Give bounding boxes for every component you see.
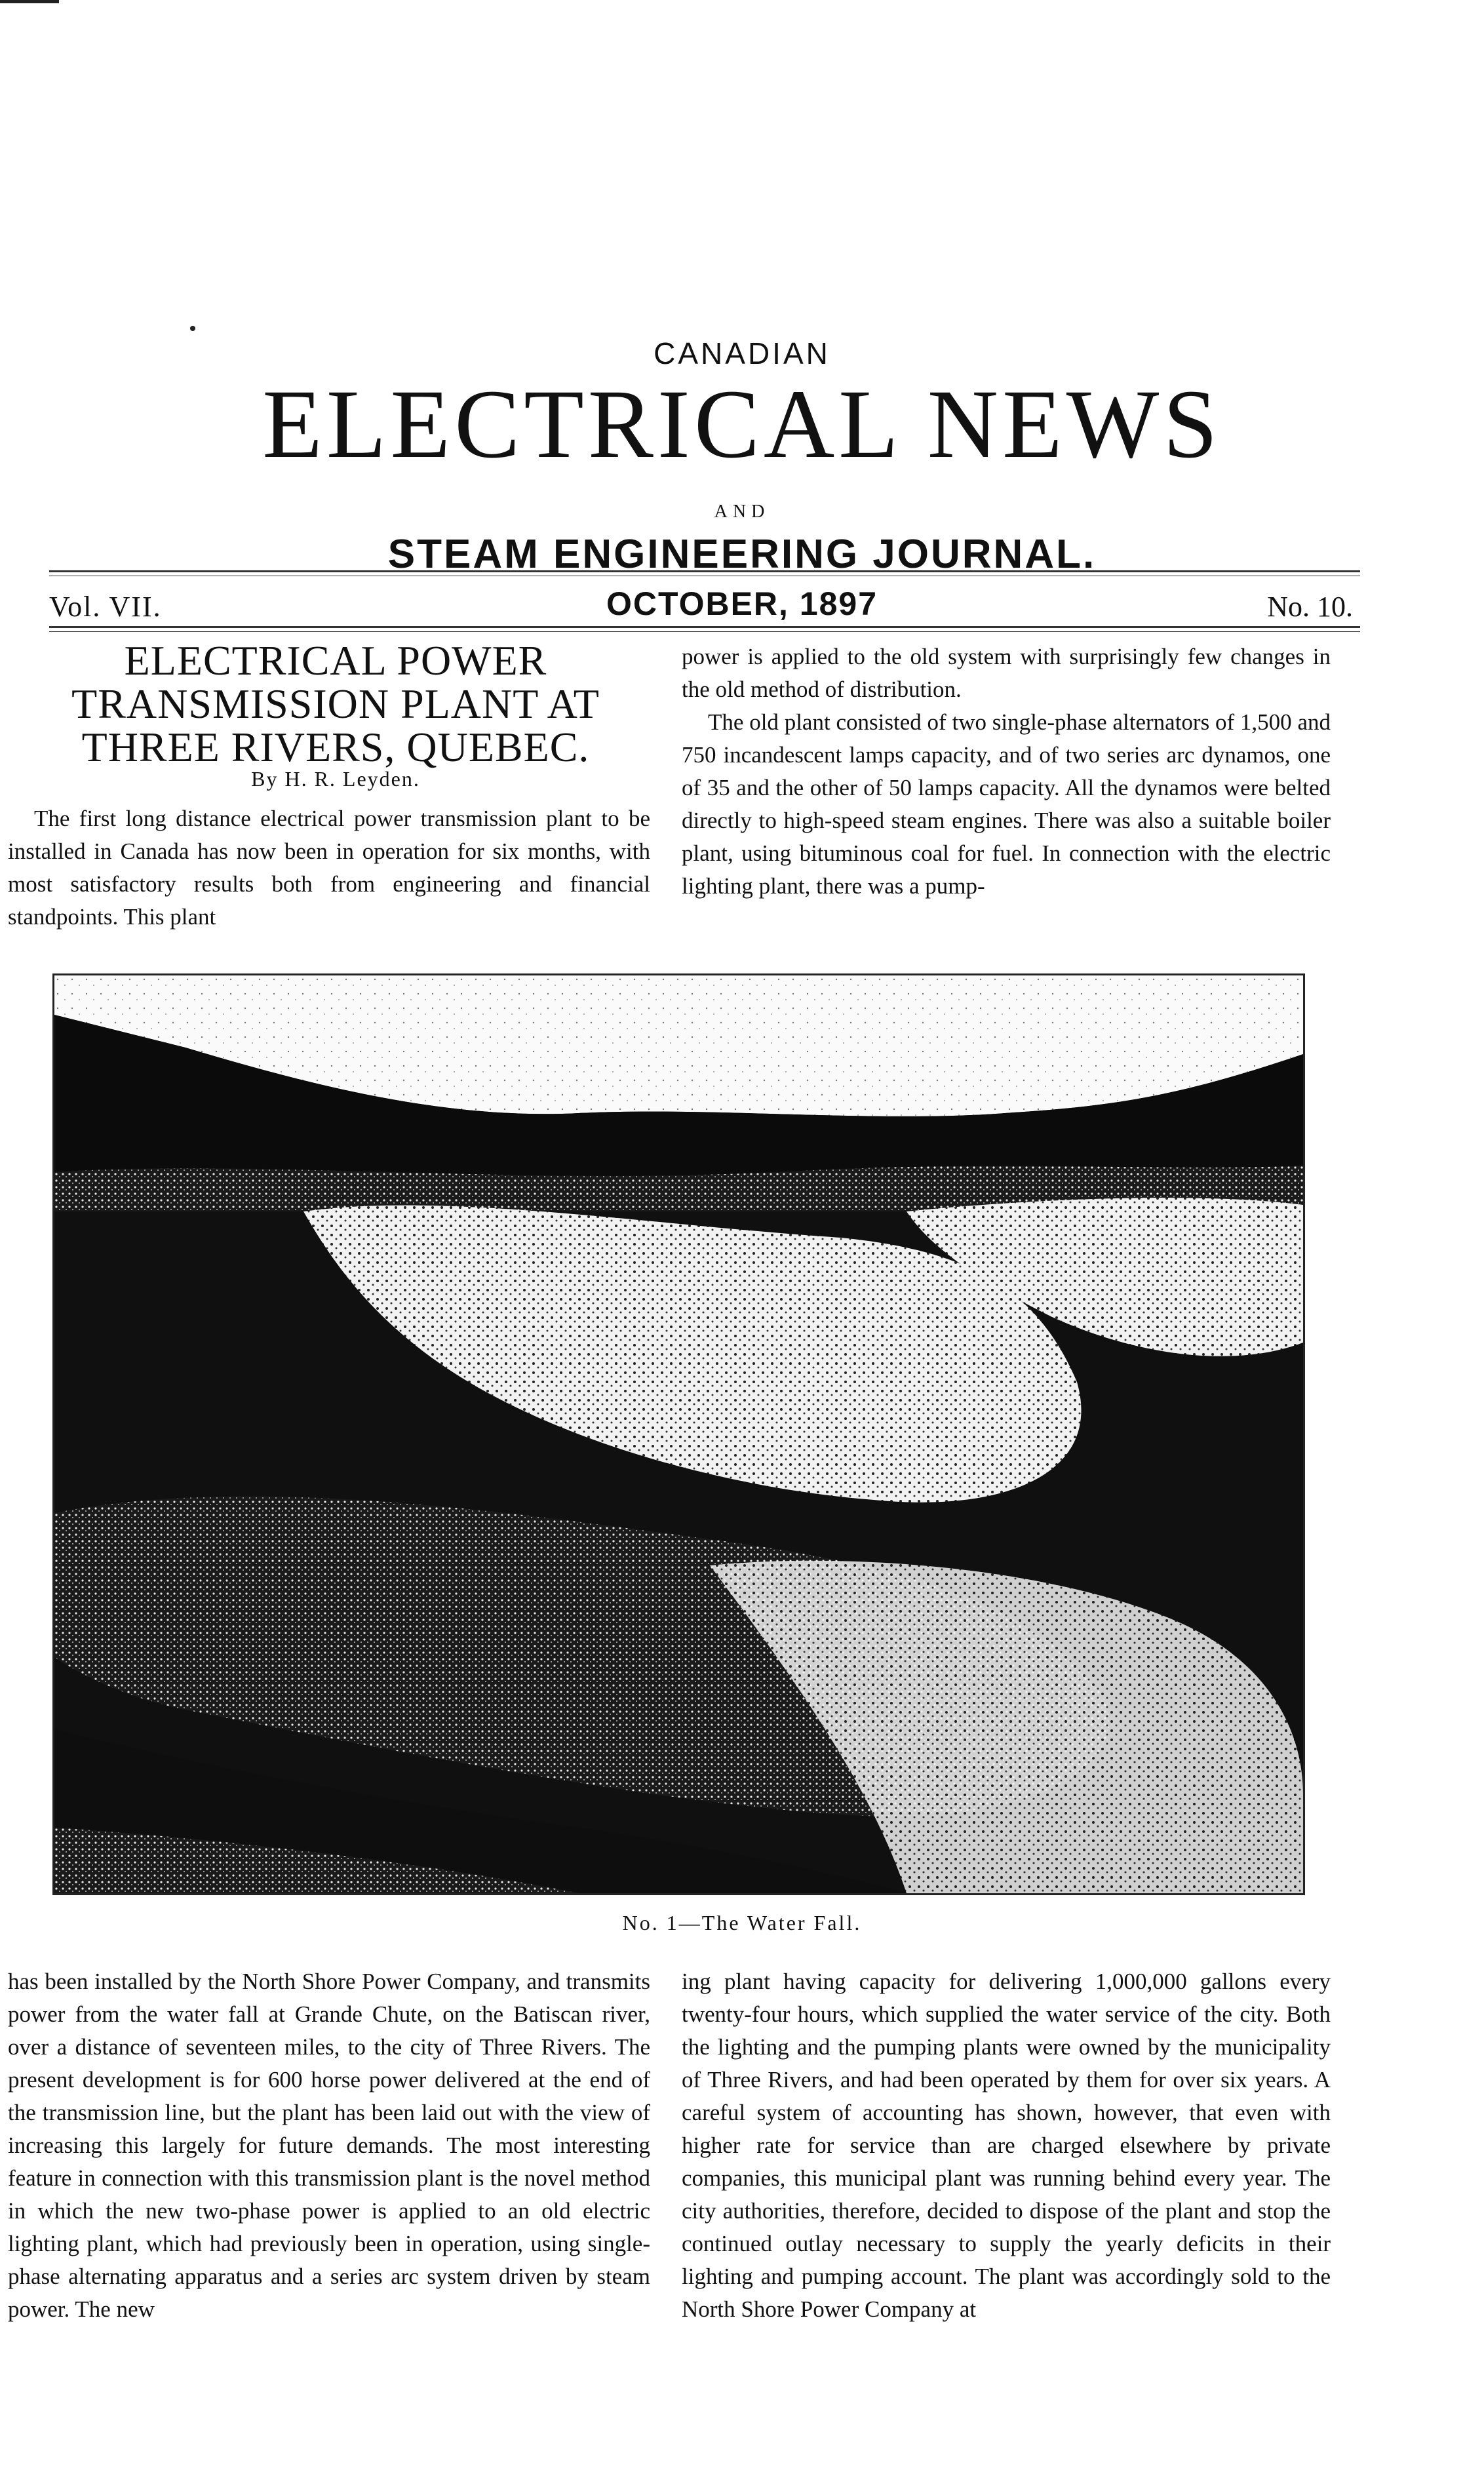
waterfall-photo — [52, 973, 1305, 1895]
paragraph: ing plant having capacity for delivering 1,000,000 gallons every twenty-four hours, which supplied the water service of the city. Both the lighting and the pumping plants were owned by the municipality of Three Rivers, and had been operated by them for over six years. A careful system of accounting has shown, however, that even with higher rate for service than are charged elsewhere by private companies, this municipal plant was running behind every year. The city authorities, therefore, decided to dispose of the plant and stop the continued outlay necessary to supply the yearly deficits in their lighting and pumping account. The plant was accordingly sold to the North Shore Power Company at — [682, 1969, 1331, 2322]
paragraph: power is applied to the old system with surprisingly few changes in the old method of distribution. — [682, 644, 1331, 702]
header-rule-bottom-thin — [49, 631, 1360, 632]
article-title: ELECTRICAL POWER TRANSMISSION PLANT AT THREE RIVERS, QUEBEC. — [71, 637, 600, 770]
masthead-conjunction: AND — [714, 501, 770, 522]
photo-caption: No. 1—The Water Fall. — [622, 1911, 862, 1935]
article-byline: By H. R. Leyden. — [251, 767, 420, 791]
corner-scan-mark — [0, 0, 59, 12]
column-left-bottom — [8, 1965, 650, 2326]
issue-date: OCTOBER, 1897 — [606, 585, 878, 622]
paragraph: The old plant consisted of two single-phase alternators of 1,500 and 750 incandescent lamps capacity, and of two series arc dynamos, one of 35 and the other of 50 lamps capacity. All the dynamos were belted directly to high-speed steam engines. There was also a suitable boiler plant, using bituminous coal for fuel. In connection with the electric lighting plant, there was a pump- — [682, 709, 1331, 899]
header-rule-bottom — [49, 626, 1360, 628]
column-left-top — [8, 802, 650, 933]
column-right-bottom — [682, 1965, 1331, 2326]
masthead-subtitle: STEAM ENGINEERING JOURNAL. — [387, 532, 1097, 577]
masthead-kicker: CANADIAN — [654, 336, 830, 370]
issue-volume: Vol. VII. — [49, 591, 162, 623]
header-rule-top — [49, 570, 1360, 572]
paragraph: The first long distance electrical power transmission plant to be installed in Canada has now been in operation for six months, with most satisfactory results both from engineering and financial standpoints. This plant — [8, 806, 650, 930]
column-right-top — [682, 640, 1331, 903]
masthead-title: ELECTRICAL NEWS — [262, 370, 1222, 479]
scan-dot — [190, 326, 195, 331]
paragraph: has been installed by the North Shore Power Company, and transmits power from the water fall at Grande Chute, on the Batiscan river, over a distance of seventeen miles, to the city of Three Rivers. The present development is for 600 horse power delivered at the end of the transmission line, but the plant has been laid out with the view of increasing this largely for future demands. The most interesting feature in connection with this transmission plant is the novel method in which the new two-phase power is applied to an old electric lighting plant, which had previously been in operation, using single-phase alternating apparatus and a series arc system driven by steam power. The new — [8, 1969, 650, 2322]
waterfall-photo-image — [54, 975, 1303, 1893]
issue-number: No. 10. — [1267, 591, 1353, 623]
